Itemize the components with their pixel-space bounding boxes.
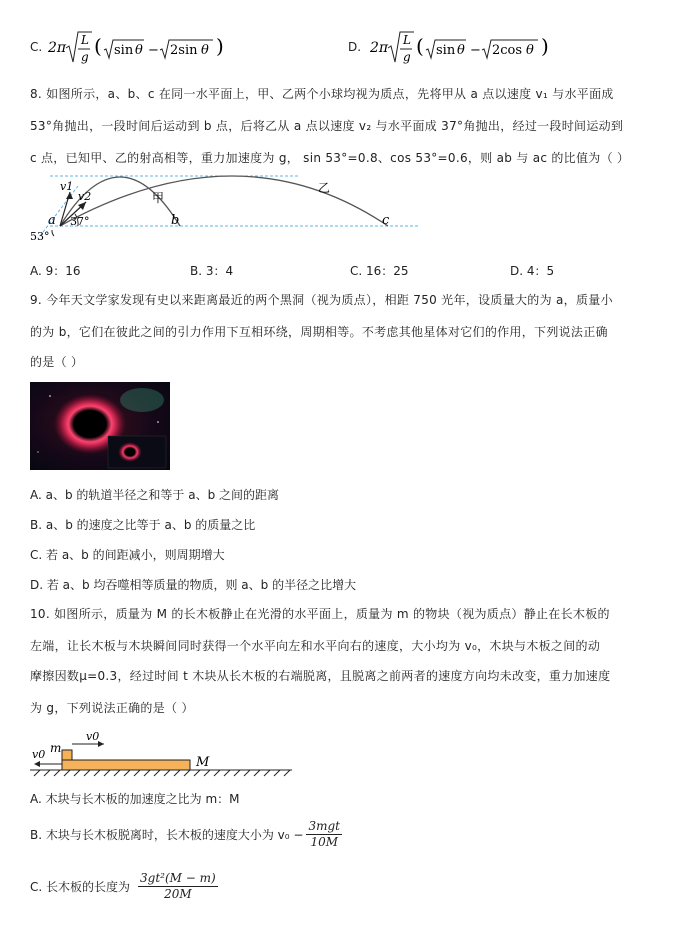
fig8-angle-37: 37° (70, 215, 90, 228)
q10-line2: 左端，让长木板与木块瞬间同时获得一个水平向左和水平向右的速度，大小均为 v₀，木块与木板之间的动 (30, 639, 601, 653)
formula-c-text: 2π (48, 40, 67, 56)
option-d-formula (370, 28, 570, 68)
fig8-label-jia: 甲 (152, 191, 165, 205)
q10-line4: 为 g，下列说法正确的是（ ） (30, 701, 194, 715)
q8-option-c: C. 16：25 (350, 264, 409, 278)
svg-text:(: ( (94, 34, 102, 58)
svg-text:2cos: 2cos (492, 43, 523, 58)
svg-text:g: g (403, 50, 411, 64)
long-board (62, 760, 190, 770)
fig10-label-v0-left: v0 (32, 748, 46, 761)
q10-option-b-fraction (306, 819, 342, 850)
q9-option-c: C. 若 a、b 的间距减小，则周期增大 (30, 548, 225, 562)
fig8-label-c: c (382, 213, 390, 228)
q10-line3: 摩擦因数μ=0.3，经过时间 t 木块从长木板的右端脱离，且脱离之前两者的速度方向均未改变，重力加速度 (30, 669, 611, 683)
q8-option-d: D. 4：5 (510, 264, 555, 278)
svg-text:−: − (148, 43, 159, 58)
q10-option-b-prefix: B. 木块与长木板脱离时，长木板的速度大小为 v₀ − (30, 827, 304, 842)
black-hole-image (30, 382, 170, 470)
option-d-label: D. (348, 40, 362, 54)
q10-option-c-numerator: 3gt²(M − m) (140, 870, 216, 885)
q9-option-b: B. a、b 的速度之比等于 a、b 的质量之比 (30, 518, 256, 532)
svg-text:θ: θ (135, 43, 143, 58)
q8-line2: 53°角抛出，一段时间后运动到 b 点，后将乙从 a 点以速度 v₂ 与水平面成 37°角抛出，经过一段时间运动到 (30, 119, 624, 133)
option-c-formula (48, 28, 248, 68)
fig8-label-yi: 乙 (318, 181, 331, 195)
q10-line1: 10. 如图所示，质量为 M 的长木板静止在光滑的水平面上，质量为 m 的物块（视为质点）静止在长木板的 (30, 607, 610, 621)
q9-line1: 9. 今年天文学家发现有史以来距离最近的两个黑洞（视为质点），相距 750 光年，设质量大的为 a，质量小 (30, 293, 613, 307)
svg-text:): ) (541, 34, 549, 58)
svg-text:sin: sin (436, 43, 456, 58)
fig8-label-v1: v1 (60, 180, 74, 193)
svg-text:g: g (81, 50, 89, 64)
svg-text:θ: θ (457, 43, 465, 58)
q10-figure (30, 728, 300, 778)
fig8-label-v2: v2 (78, 190, 92, 203)
svg-text:sin: sin (114, 43, 134, 58)
q8-option-b: B. 3：4 (190, 264, 234, 278)
q10-option-c-fraction (138, 871, 218, 902)
fig10-label-M: M (196, 755, 210, 770)
q9-line2: 的为 b，它们在彼此之间的引力作用下互相环绕，周期相等。不考虑其他星体对它们的作用，下列说法正确 (30, 325, 608, 339)
fig8-label-b: b (171, 213, 180, 228)
q9-line3: 的是（ ） (30, 355, 84, 369)
svg-text:(: ( (416, 34, 424, 58)
option-c-label: C. (30, 40, 43, 54)
q10-option-b-numerator: 3mgt (308, 818, 340, 833)
q10-option-c (30, 866, 218, 906)
fig10-label-v0-top: v0 (86, 730, 100, 743)
svg-text:θ: θ (526, 43, 534, 58)
q10-option-b (30, 814, 342, 854)
svg-text:2sin: 2sin (170, 43, 198, 58)
svg-text:θ: θ (201, 43, 209, 58)
q8-line3: c 点，已知甲、乙的射高相等，重力加速度为 g， sin 53°=0.8、cos 53°=0.6，则 ab 与 ac 的比值为（ ） (30, 151, 630, 165)
fig10-label-m: m (50, 741, 62, 755)
q10-option-b-denominator: 10M (310, 834, 339, 849)
q8-figure (30, 168, 430, 248)
q8-option-a: A. 9：16 (30, 264, 81, 278)
svg-text:L: L (403, 33, 411, 47)
svg-text:L: L (81, 33, 89, 47)
svg-text:−: − (470, 43, 481, 58)
q9-option-d: D. 若 a、b 均吞噬相等质量的物质，则 a、b 的半径之比增大 (30, 578, 357, 592)
fig8-label-a: a (48, 213, 56, 228)
block-m (62, 750, 72, 760)
trajectory-yi (60, 176, 388, 226)
svg-text:): ) (216, 34, 224, 58)
svg-text:2π: 2π (370, 40, 389, 56)
q10-option-a: A. 木块与长木板的加速度之比为 m：M (30, 792, 240, 806)
q8-line1: 8. 如图所示，a、b、c 在同一水平面上，甲、乙两个小球均视为质点，先将甲从 a 点以速度 v₁ 与水平面成 (30, 87, 614, 101)
q10-option-c-denominator: 20M (164, 886, 192, 901)
q10-option-c-prefix: C. 长木板的长度为 (30, 879, 131, 894)
fig8-angle-53: 53° (30, 230, 50, 243)
q9-option-a: A. a、b 的轨道半径之和等于 a、b 之间的距离 (30, 488, 280, 502)
